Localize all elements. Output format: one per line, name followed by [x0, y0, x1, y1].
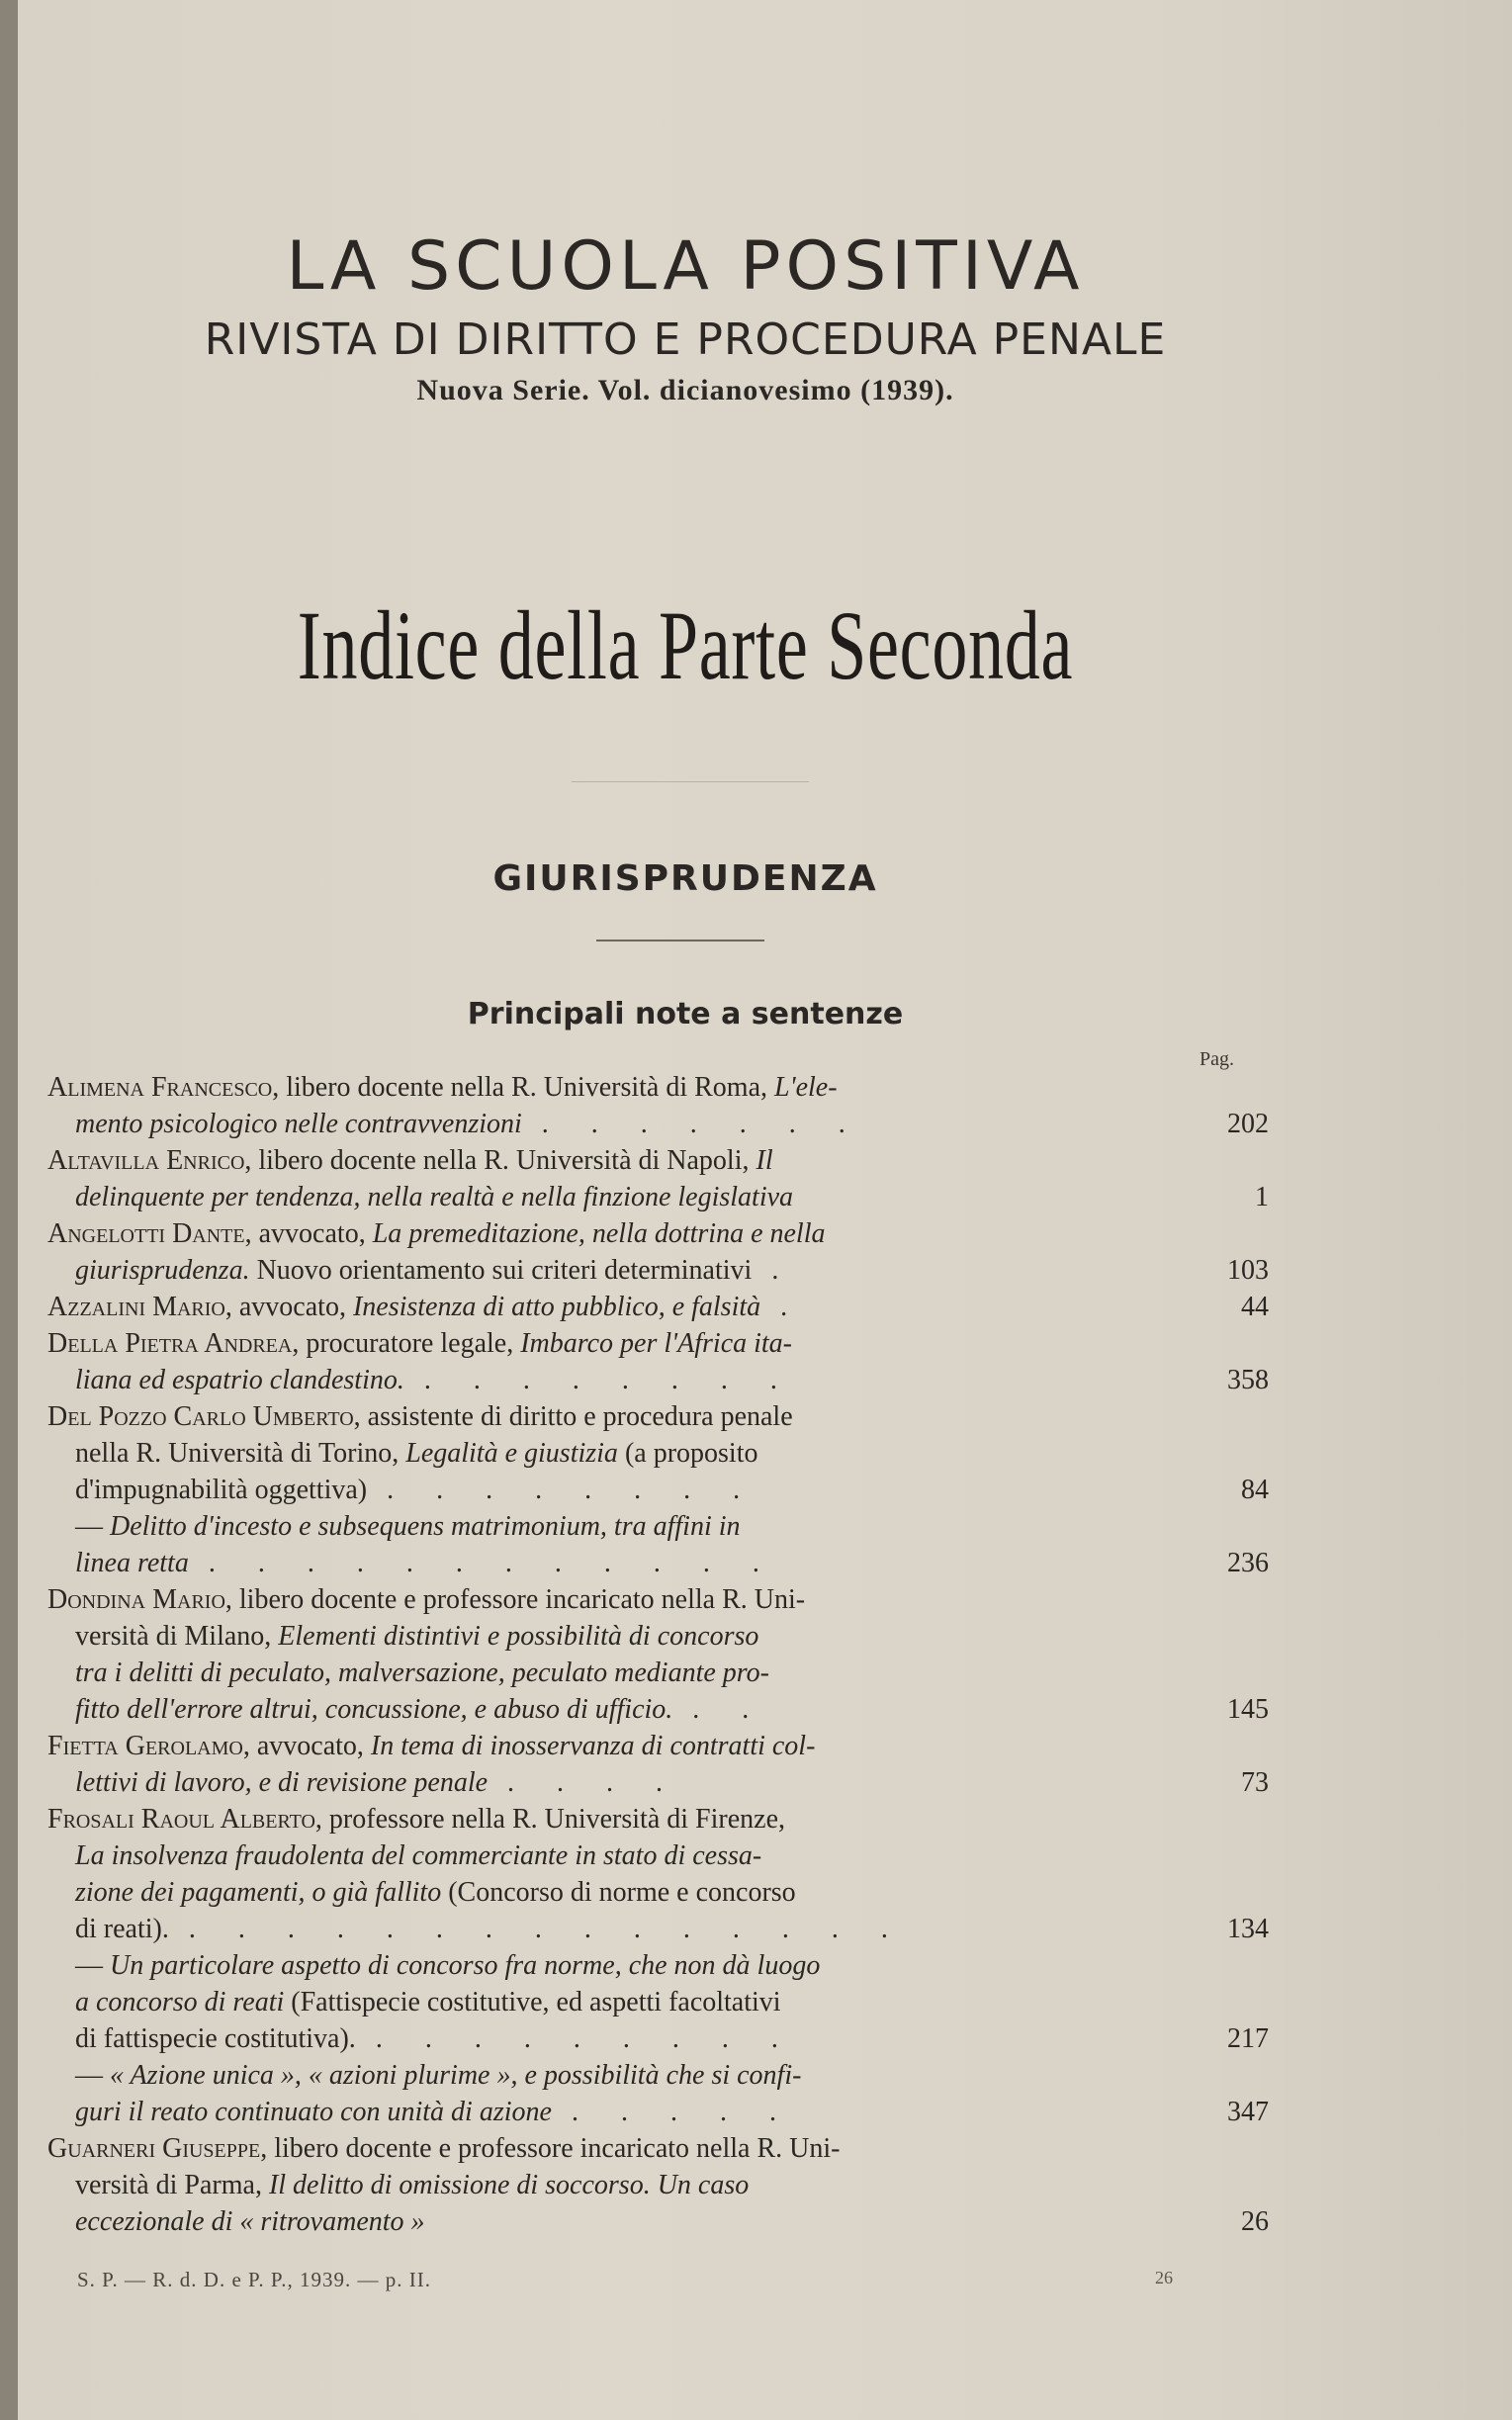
leader-dots: . . . . . . . . . . . . . . .	[188, 1914, 906, 1944]
entry-description: nella R. Università di Torino,	[75, 1438, 406, 1469]
article-title: Legalità e giustizia	[405, 1438, 618, 1469]
leader-dots: .	[771, 1255, 797, 1286]
entry-text	[47, 1728, 815, 1764]
page-number: 1	[1255, 1182, 1269, 1212]
article-title: lettivi di lavoro, e di revisione penale	[75, 1767, 489, 1798]
entry-text	[75, 1362, 795, 1398]
entry-description: , professore nella R. Università di Firenze,	[314, 1804, 786, 1835]
article-title: guri il reato continuato con unità di azione	[75, 2097, 552, 2127]
journal-title: LA SCUOLA POSITIVA	[286, 227, 1085, 306]
entry-text	[75, 1252, 796, 1289]
author-name: Guarneri Giuseppe	[47, 2133, 261, 2164]
page-number: 202	[1227, 1109, 1269, 1139]
page-number: 145	[1227, 1694, 1269, 1725]
entry-line	[47, 1508, 1269, 1545]
entry-line	[47, 2094, 1269, 2130]
entry-description: , avvocato,	[244, 1218, 373, 1249]
subsection-heading: Principali note a sentenze	[467, 997, 904, 1031]
page-number: 347	[1227, 2097, 1269, 2127]
index-entry	[47, 1728, 1269, 1801]
entry-description: , libero docente nella R. Università di Roma,	[272, 1072, 775, 1103]
article-title: delinquente per tendenza, nella realtà e nella finzione legislativa	[75, 1182, 794, 1212]
entry-text	[75, 1472, 757, 1508]
entry-description: —	[75, 2060, 110, 2091]
leader-dots: . .	[692, 1694, 767, 1725]
entry-line	[47, 1545, 1269, 1581]
entry-description: di fattispecie costitutiva).	[75, 2023, 356, 2054]
entry-description: , avvocato,	[224, 1292, 353, 1322]
entry-text	[75, 1618, 758, 1655]
entry-text	[47, 1215, 826, 1252]
page-number: 236	[1227, 1548, 1269, 1578]
index-entry	[47, 1581, 1269, 1728]
entry-text	[47, 1801, 785, 1837]
entry-description: di reati).	[75, 1914, 169, 1944]
leader-dots: . . . .	[507, 1767, 681, 1798]
title-divider	[572, 781, 809, 782]
entry-text	[47, 1142, 773, 1179]
entry-text	[75, 2057, 801, 2094]
entry-line	[47, 1874, 1269, 1911]
entry-text	[47, 2130, 840, 2167]
entry-text	[75, 1947, 820, 1984]
entry-line	[47, 2130, 1269, 2167]
entry-line	[47, 1911, 1269, 1947]
journal-series: Nuova Serie. Vol. dicianovesimo (1939).	[416, 374, 954, 406]
leader-dots: . . . . . . . .	[387, 1475, 758, 1505]
article-title: zione dei pagamenti, o già fallito	[75, 1877, 442, 1908]
entry-description: —	[75, 1511, 110, 1542]
article-title: Un particolare aspetto di concorso fra norme, che non dà luogo	[110, 1950, 821, 1981]
index-entries	[47, 1069, 1269, 2240]
entry-line	[47, 1581, 1269, 1618]
article-title: Delitto d'incesto e subsequens matrimonium, tra affini in	[110, 1511, 741, 1542]
entry-description: (Fattispecie costitutive, ed aspetti facoltativi	[284, 1987, 781, 2017]
entry-text	[75, 1106, 863, 1142]
index-entry	[47, 2057, 1269, 2130]
entry-description: versità di Milano,	[75, 1621, 279, 1652]
entry-text	[47, 1581, 805, 1618]
author-name: Fietta Gerolamo	[47, 1731, 243, 1761]
leader-dots: . . . . . . . . .	[375, 2023, 796, 2054]
entry-text	[75, 1691, 766, 1728]
page-number: 26	[1241, 2206, 1269, 2237]
entry-text	[75, 2020, 796, 2057]
article-title: La insolvenza fraudolenta del commerciante in stato di cessa-	[75, 1840, 762, 1871]
article-title: La premeditazione, nella dottrina e nella	[372, 1218, 826, 1249]
article-title: fitto dell'errore altrui, concussione, e abuso di ufficio.	[75, 1694, 673, 1725]
author-name: Angelotti Dante	[47, 1218, 245, 1249]
entry-text	[75, 1764, 680, 1801]
author-name: Azzalini Mario	[47, 1292, 225, 1322]
index-entry	[47, 1142, 1269, 1215]
entry-text	[47, 1325, 792, 1362]
entry-text	[75, 1179, 793, 1215]
article-title: Imbarco per l'Africa ita-	[520, 1328, 793, 1359]
entry-description: Nuovo orientamento sui criteri determinativi	[249, 1255, 753, 1286]
journal-subtitle: RIVISTA DI DIRITTO E PROCEDURA PENALE	[204, 314, 1167, 365]
article-title: « Azione unica », « azioni plurime », e possibilità che si confi-	[110, 2060, 802, 2091]
article-title: Il	[756, 1145, 773, 1176]
article-title: Elementi distintivi e possibilità di concorso	[278, 1621, 759, 1652]
entry-line	[47, 2167, 1269, 2203]
entry-text	[75, 1508, 741, 1545]
entry-description: , libero docente e professore incaricato nella R. Uni-	[224, 1584, 806, 1615]
article-title: linea retta	[75, 1548, 189, 1578]
index-title: Indice della Parte Seconda	[297, 590, 1074, 700]
author-name: Dondina Mario	[47, 1584, 225, 1615]
entry-text	[75, 2094, 794, 2130]
section-divider	[596, 940, 764, 941]
index-entry	[47, 2130, 1269, 2240]
leader-dots: .	[780, 1292, 806, 1322]
article-title: Il delitto di omissione di soccorso. Un caso	[268, 2170, 750, 2200]
page-number: 103	[1227, 1255, 1269, 1286]
entry-line	[47, 1142, 1269, 1179]
index-entry	[47, 1801, 1269, 1947]
entry-line	[47, 1764, 1269, 1801]
entry-line	[47, 1215, 1269, 1252]
article-title: tra i delitti di peculato, malversazione, peculato mediante pro-	[75, 1658, 769, 1688]
entry-text	[75, 2167, 749, 2203]
author-name: Del Pozzo Carlo Umberto	[47, 1401, 354, 1432]
entry-line	[47, 1728, 1269, 1764]
section-heading: GIURISPRUDENZA	[492, 858, 878, 899]
index-entry	[47, 1508, 1269, 1581]
page-number: 217	[1227, 2023, 1269, 2054]
page-number: 84	[1241, 1475, 1269, 1505]
page-footer-number: 26	[1155, 2268, 1173, 2287]
entry-line	[47, 1325, 1269, 1362]
entry-text	[47, 1289, 805, 1325]
article-title: a concorso di reati	[75, 1987, 285, 2017]
article-title: giurisprudenza.	[75, 1255, 250, 1286]
author-name: Frosali Raoul Alberto	[47, 1804, 315, 1835]
entry-text	[47, 1069, 838, 1106]
entry-line	[47, 2203, 1269, 2240]
leader-dots: . . . . . . . .	[423, 1365, 795, 1395]
entry-line	[47, 1947, 1269, 1984]
entry-line	[47, 1435, 1269, 1472]
entry-description: d'impugnabilità oggettiva)	[75, 1475, 368, 1505]
article-title: L'ele-	[774, 1072, 838, 1103]
leader-dots: . . . . .	[571, 2097, 794, 2127]
entry-line	[47, 1801, 1269, 1837]
leader-dots: . . . . . . .	[541, 1109, 863, 1139]
index-entry	[47, 1069, 1269, 1142]
index-entry	[47, 1215, 1269, 1289]
article-title: liana ed espatrio clandestino.	[75, 1365, 404, 1395]
book-page	[18, 0, 1512, 2420]
author-name: Alimena Francesco	[47, 1072, 273, 1103]
entry-line	[47, 2057, 1269, 2094]
article-title: In tema di inosservanza di contratti col-	[370, 1731, 816, 1761]
entry-description: —	[75, 1950, 110, 1981]
entry-description: , avvocato,	[242, 1731, 371, 1761]
entry-line	[47, 1655, 1269, 1691]
entry-line	[47, 1289, 1269, 1325]
entry-text	[75, 1874, 796, 1911]
entry-description: , procuratore legale,	[292, 1328, 521, 1359]
page-number: 73	[1241, 1767, 1269, 1798]
entry-text	[75, 1984, 781, 2020]
entry-line	[47, 1106, 1269, 1142]
entry-line	[47, 1362, 1269, 1398]
entry-line	[47, 1618, 1269, 1655]
entry-text	[47, 1398, 793, 1435]
entry-line	[47, 1252, 1269, 1289]
page-footer: S. P. — R. d. D. e P. P., 1939. — p. II.	[77, 2268, 431, 2291]
index-entry	[47, 1325, 1269, 1398]
author-name: Della Pietra Andrea	[47, 1328, 293, 1359]
index-entry	[47, 1947, 1269, 2057]
entry-description: versità di Parma,	[75, 2170, 269, 2200]
page-column-header: Pag.	[1200, 1048, 1234, 1070]
entry-line	[47, 2020, 1269, 2057]
entry-line	[47, 1837, 1269, 1874]
entry-text	[75, 1837, 761, 1874]
entry-description: , libero docente e professore incaricato nella R. Uni-	[260, 2133, 841, 2164]
article-title: Inesistenza di atto pubblico, e falsità	[352, 1292, 761, 1322]
entry-text	[75, 1435, 757, 1472]
entry-line	[47, 1984, 1269, 2020]
entry-line	[47, 1179, 1269, 1215]
page-number: 134	[1227, 1914, 1269, 1944]
article-title: eccezionale di « ritrovamento »	[75, 2206, 425, 2237]
entry-description: , libero docente nella R. Università di Napoli,	[244, 1145, 756, 1176]
article-title: mento psicologico nelle contravvenzioni	[75, 1109, 522, 1139]
author-name: Altavilla Enrico	[47, 1145, 245, 1176]
entry-description: , assistente di diritto e procedura penale	[353, 1401, 793, 1432]
entry-text	[75, 2203, 425, 2240]
entry-line	[47, 1472, 1269, 1508]
entry-text	[75, 1655, 769, 1691]
leader-dots: . . . . . . . . . . . .	[208, 1548, 777, 1578]
entry-text	[75, 1545, 777, 1581]
entry-line	[47, 1691, 1269, 1728]
index-entry	[47, 1289, 1269, 1325]
entry-description: (a proposito	[617, 1438, 758, 1469]
entry-line	[47, 1069, 1269, 1106]
entry-line	[47, 1398, 1269, 1435]
page-number: 44	[1241, 1292, 1269, 1322]
entry-description: (Concorso di norme e concorso	[441, 1877, 796, 1908]
entry-text	[75, 1911, 906, 1947]
page-number: 358	[1227, 1365, 1269, 1395]
index-entry	[47, 1398, 1269, 1508]
